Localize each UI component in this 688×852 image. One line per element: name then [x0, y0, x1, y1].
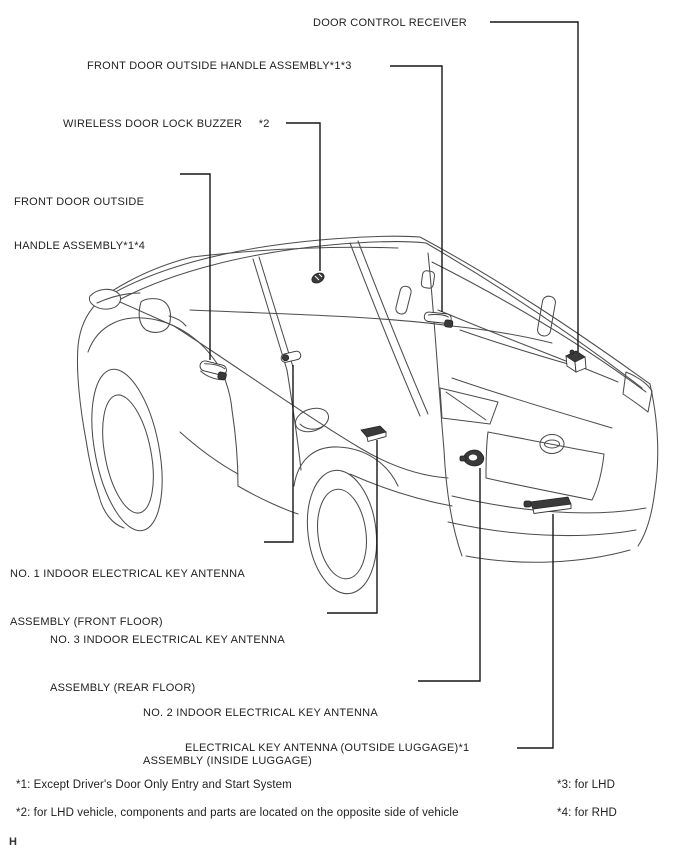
leader-no1-antenna — [264, 365, 293, 542]
leader-door-control-receiver — [490, 22, 578, 352]
callout-door-control-receiver: DOOR CONTROL RECEIVER — [313, 17, 467, 29]
callout-line2: ASSEMBLY (FRONT FLOOR) — [10, 616, 163, 628]
no2-antenna-part — [460, 450, 484, 466]
footnote-2: *2: for LHD vehicle, components and parts are located on the opposite side of vehicle — [16, 807, 459, 819]
no1-antenna-part — [280, 350, 301, 363]
callout-outside-antenna: ELECTRICAL KEY ANTENNA (OUTSIDE LUGGAGE)*1 — [185, 742, 470, 754]
callout-line1: NO. 2 INDOOR ELECTRICAL KEY ANTENNA — [143, 707, 378, 719]
callout-line1: FRONT DOOR OUTSIDE — [14, 196, 145, 208]
outside-luggage-antenna-part — [524, 497, 571, 514]
wireless-buzzer-part — [310, 271, 326, 285]
no3-antenna-part — [361, 426, 386, 442]
callout-line2: HANDLE ASSEMBLY*1*4 — [14, 239, 146, 252]
callout-front-door-handle-14 — [14, 166, 145, 282]
footnote-4: *4: for RHD — [557, 807, 617, 819]
callout-line1: NO. 1 INDOOR ELECTRICAL KEY ANTENNA — [10, 568, 245, 580]
leader-no3-antenna — [327, 440, 377, 613]
front-door-handle-near-part — [198, 360, 229, 381]
callout-wireless-buzzer: WIRELESS DOOR LOCK BUZZER *2 — [63, 118, 270, 130]
callout-line1: NO. 3 INDOOR ELECTRICAL KEY ANTENNA — [50, 634, 285, 646]
door-control-receiver-part — [566, 350, 586, 372]
leader-outside-antenna — [517, 514, 553, 748]
callout-front-door-handle-13: FRONT DOOR OUTSIDE HANDLE ASSEMBLY*1*3 — [87, 60, 352, 72]
callout-line2: ASSEMBLY (INSIDE LUGGAGE) — [143, 755, 313, 767]
footnote-1: *1: Except Driver's Door Only Entry and Start System — [16, 779, 292, 791]
front-door-handle-far-part — [423, 312, 453, 328]
page-marker: H — [9, 836, 17, 848]
callout-line2: ASSEMBLY (REAR FLOOR) — [50, 682, 196, 694]
footnote-3: *3: for LHD — [557, 779, 615, 791]
